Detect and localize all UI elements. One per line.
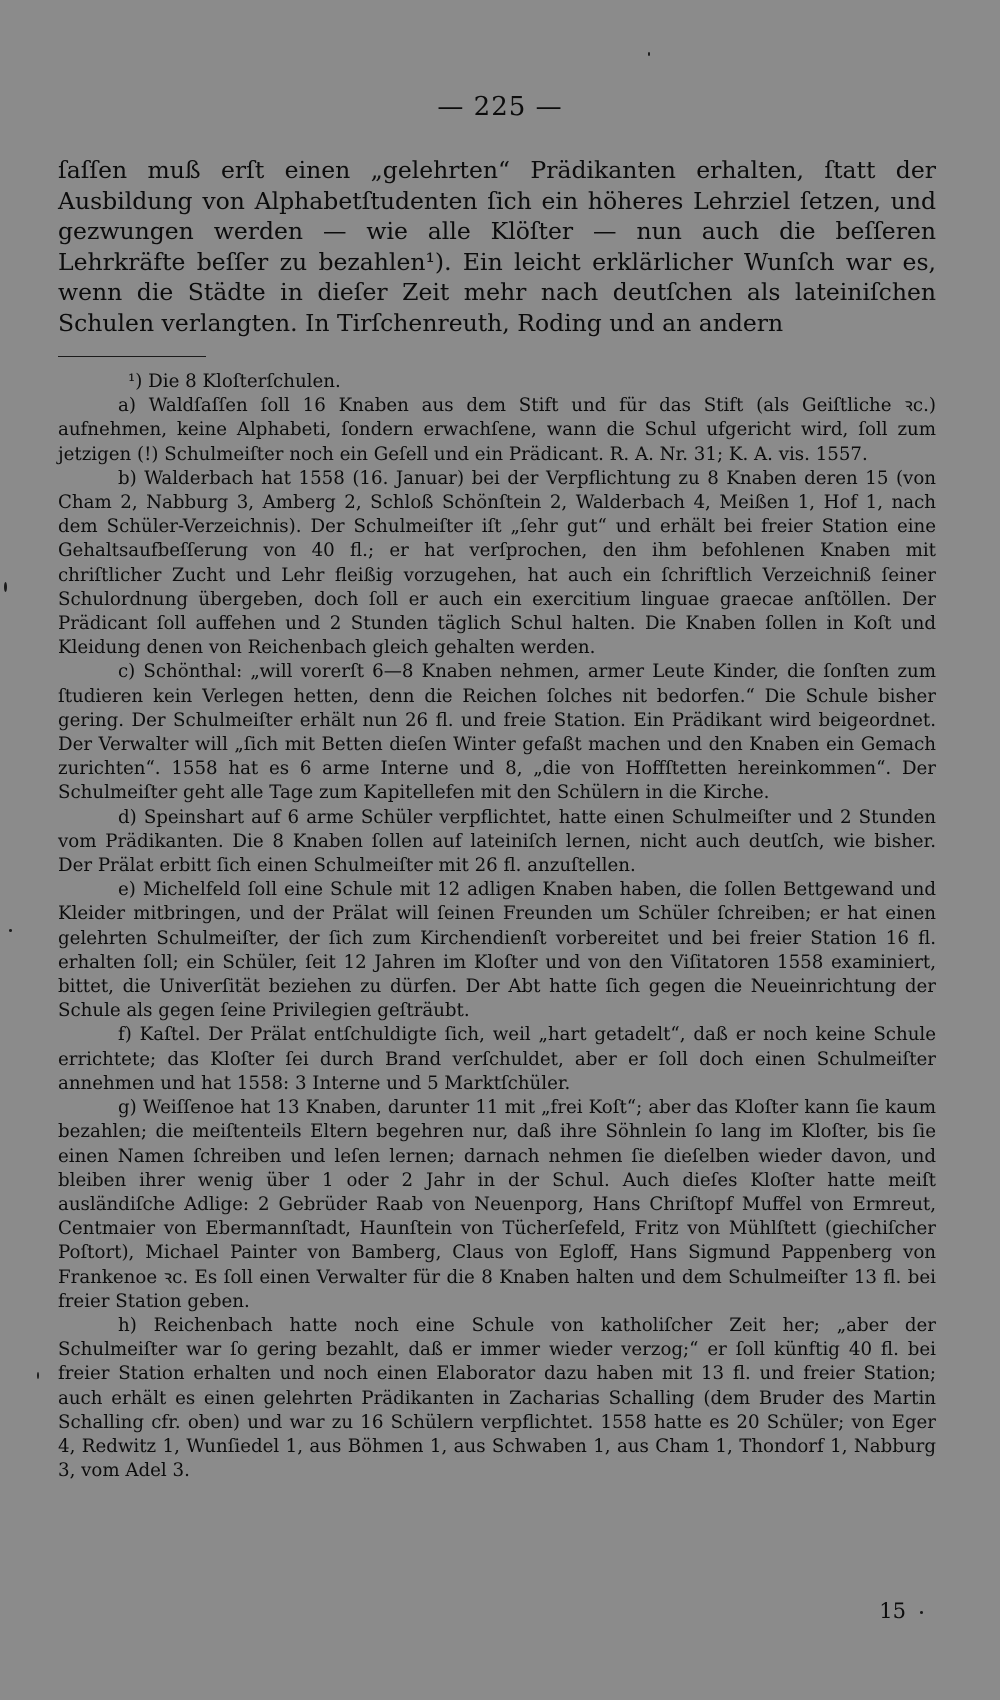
footnote-item-c: c) Schönthal: „will vorerſt 6—8 Knaben nehmen, armer Leute Kinder, die ſonſten zum ſtudieren kein Verlegen hetten, denn die Reichen ſolches nit bedorfen.“ Die Schule bisher gering. Der Schulmeiſter erhält nun 26 fl. und freie Station. Ein Prädikant wird beigeordnet. Der Verwalter will „ſich mit Betten dieſen Winter gefaßt machen und den Knaben ein Gemach zurichten“. 1558 hat es 6 arme Interne und 8, „die von Hoffſtetten hereinkommen“. Der Schulmeiſter geht alle Tage zum Kapitellefen mit den Schülern in die Kirche. [58,661,936,804]
scan-speck [9,929,12,932]
footnote-item-d: d) Speinshart auf 6 arme Schüler verpflichtet, hatte einen Schulmeiſter und 2 Stunden vom Prädikanten. Die 8 Knaben ſollen auf lateiniſch lernen, nicht auch deutſch, wie bisher. Der Prälat erbitt ſich einen Schulmeiſter mit 26 fl. anzuſtellen. [58,806,936,877]
footnotes [58,370,936,1483]
scan-speck [920,1611,923,1614]
signature-mark: 15 [879,1599,906,1623]
scan-speck [4,582,7,592]
scan-speck [37,1372,39,1379]
scan-speck [648,52,650,56]
footnote-item-a: a) Waldſaſſen ſoll 16 Knaben aus dem Stift und für das Stift (als Geiſtliche ꝛc.) aufnehmen, keine Alphabeti, ſondern erwachſene, wann die Schul ufgericht wird, ſoll zum jetzigen (!) Schulmeiſter noch ein Geſell und ein Prädicant. R. A. Nr. 31; K. A. vis. 1557. [58,395,936,465]
page-number: — 225 — [437,92,563,122]
footnote-item-e: e) Michelfeld ſoll eine Schule mit 12 adligen Knaben haben, die ſollen Bettgewand und Kleider mitbringen, und der Prälat will ſeinen Freunden um Schüler ſchreiben; er hat einen gelehrten Schulmeiſter, der ſich zum Kirchendienſt vorbereitet und bei freier Station 16 fl. erhalten ſoll; ein Schüler, ſeit 12 Jahren im Kloſter und von den Viſitatoren 1558 examiniert, bittet, die Univerſität beziehen zu dürfen. Der Abt hatte ſich gegen die Neueinrichtung der Schule als gegen ſeine Privilegien geſträubt. [58,879,936,1022]
main-paragraph: ſaſſen muß erſt einen „gelehrten“ Prädikanten erhalten, ſtatt der Ausbildung von Alphabetſtudenten ſich ein höheres Lehrziel ſetzen, und gezwungen werden — wie alle Klöſter — nun auch die beſſeren Lehrkräfte beſſer zu bezahlen¹). Ein leicht erklärlicher Wunſch war es, wenn die Städte in dieſer Zeit mehr nach deutſchen als lateiniſchen Schulen verlangten. In Tirſchenreuth, Roding und an andern [58,156,936,337]
footnote-item-g: g) Weiſſenoe hat 13 Knaben, darunter 11 mit „frei Koſt“; aber das Kloſter kann ſie kaum bezahlen; die meiſtenteils Eltern begehren nur, daß ihre Söhnlein ſo lang im Kloſter, bis ſie einen Namen ſchreiben und leſen lernen; darnach nehmen ſie dieſelben wieder davon, und bleiben ihrer wenig über 1 oder 2 Jahr in der Schul. Auch dieſes Kloſter hatte meiſt ausländiſche Adlige: 2 Gebrüder Raab von Neuenporg, Hans Chriſtopf Muffel von Ermreut, Centmaier von Ebermannſtadt, Haunſtein von Tücherſefeld, Fritz von Mühlſtett (giechiſcher Poſtort), Michael Painter von Bamberg, Claus von Egloff, Hans Sigmund Pappenberg von Frankenoe ꝛc. Es ſoll einen Verwalter für die 8 Knaben halten und dem Schulmeiſter 13 fl. bei freier Station geben. [58,1097,936,1312]
footnote-item-b: b) Walderbach hat 1558 (16. Januar) bei der Verpflichtung zu 8 Knaben deren 15 (von Cham 2, Nabburg 3, Amberg 2, Schloß Schönſtein 2, Walderbach 4, Meißen 1, Hof 1, nach dem Schüler-Verzeichnis). Der Schulmeiſter iſt „ſehr gut“ und erhält bei freier Station eine Gehaltsaufbeſſerung von 40 fl.; er hat verſprochen, den ihm befohlenen Knaben mit chriſtlicher Zucht und Lehr fleißig vorzugehen, hat auch ein ſchriftlich Verzeichniß ſeiner Schulordnung übergeben, doch ſoll er auch ein exercitium linguae graecae anſtöllen. Der Prädicant ſoll auffehen und 2 Stunden täglich Schul halten. Die Knaben ſollen in Koſt und Kleidung denen von Reichenbach gleich gehalten werden. [58,467,936,659]
footnote-item-f: f) Kaſtel. Der Prälat entſchuldigte ſich, weil „hart getadelt“, daß er noch keine Schule errichtete; das Kloſter ſei durch Brand verſchuldet, aber er ſoll doch einen Schulmeiſter annehmen und hat 1558: 3 Interne und 5 Marktſchüler. [58,1024,936,1094]
footnote-item-h: h) Reichenbach hatte noch eine Schule von katholiſcher Zeit her; „aber der Schulmeiſter war ſo gering bezahlt, daß er immer wieder verzog;“ er ſoll künftig 40 fl. bei freier Station erhalten und noch einen Elaborator dazu haben mit 13 fl. und freier Station; auch erhält es einen gelehrten Prädikanten in Zacharias Schalling (dem Bruder des Martin Schalling cfr. oben) und war zu 16 Schülern verpflichtet. 1558 hatte es 20 Schüler; von Eger 4, Redwitz 1, Wunſiedel 1, aus Böhmen 1, aus Schwaben 1, aus Cham 1, Thondorf 1, Nabburg 3, vom Adel 3. [58,1314,936,1482]
footnote-title: ¹) Die 8 Kloſterſchulen. [128,371,341,392]
footnote-separator [58,356,206,357]
